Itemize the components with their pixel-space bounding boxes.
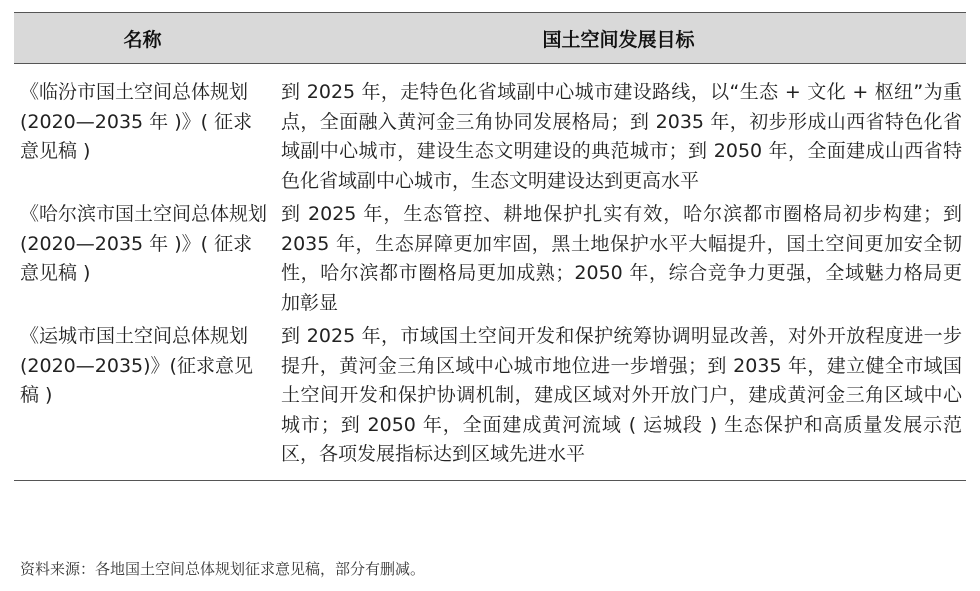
plan-goals-table-wrapper [14, 12, 966, 481]
plan-goal-cell: 到 2025 年，生态管控、耕地保护扎实有效，哈尔滨都市圈格局初步构建；到 2035 年，生态屏障更加牢固，黑土地保护水平大幅提升，国土空间更加安全韧性，哈尔滨都市圈格局更加成熟；2050 年，综合竞争力更强，全域魅力格局更加彰显 [281, 203, 962, 314]
table-row [14, 200, 966, 322]
plan-goal-cell: 到 2025 年，走特色化省域副中心城市建设路线，以“生态 + 文化 + 枢纽”为重点，全面融入黄河金三角协同发展格局；到 2035 年，初步形成山西省特色化省域副中心城市，建设生态文明建设的典范城市；到 2050 年，全面建成山西省特色化省域副中心城市，生态文明建设达到更高水平 [281, 81, 962, 192]
table-row [14, 64, 966, 201]
plan-name-cell: 《运城市国土空间总体规划(2020—2035)》(征求意见稿 ) [14, 322, 271, 480]
plan-name-cell: 《临汾市国土空间总体规划 (2020—2035 年 )》( 征求意见稿 ) [20, 81, 253, 162]
plan-goal-cell: 到 2025 年，市域国土空间开发和保护统筹协调明显改善，对外开放程度进一步提升，黄河金三角区域中心城市地位进一步增强；到 2035 年，建立健全市域国土空间开发和保护协调机制，建成区域对外开放门户，建成黄河金三角区域中心城市；到 2050 年，全面建成黄河流域 ( 运城段 ) 生态保护和高质量发展示范区，各项发展指标达到区域先进水平 [271, 322, 966, 480]
table-body [14, 64, 966, 481]
header-goal: 国土空间发展目标 [271, 13, 966, 64]
table-row [14, 322, 966, 480]
plan-goals-table [14, 12, 966, 481]
plan-name-cell: 《哈尔滨市国土空间总体规划 (2020—2035 年 )》( 征求意见稿 ) [20, 203, 268, 284]
header-name: 名称 [14, 13, 271, 64]
table-header-row [14, 13, 966, 64]
source-note: 资料来源：各地国土空间总体规划征求意见稿，部分有删减。 [20, 560, 426, 578]
table-header [14, 13, 966, 64]
